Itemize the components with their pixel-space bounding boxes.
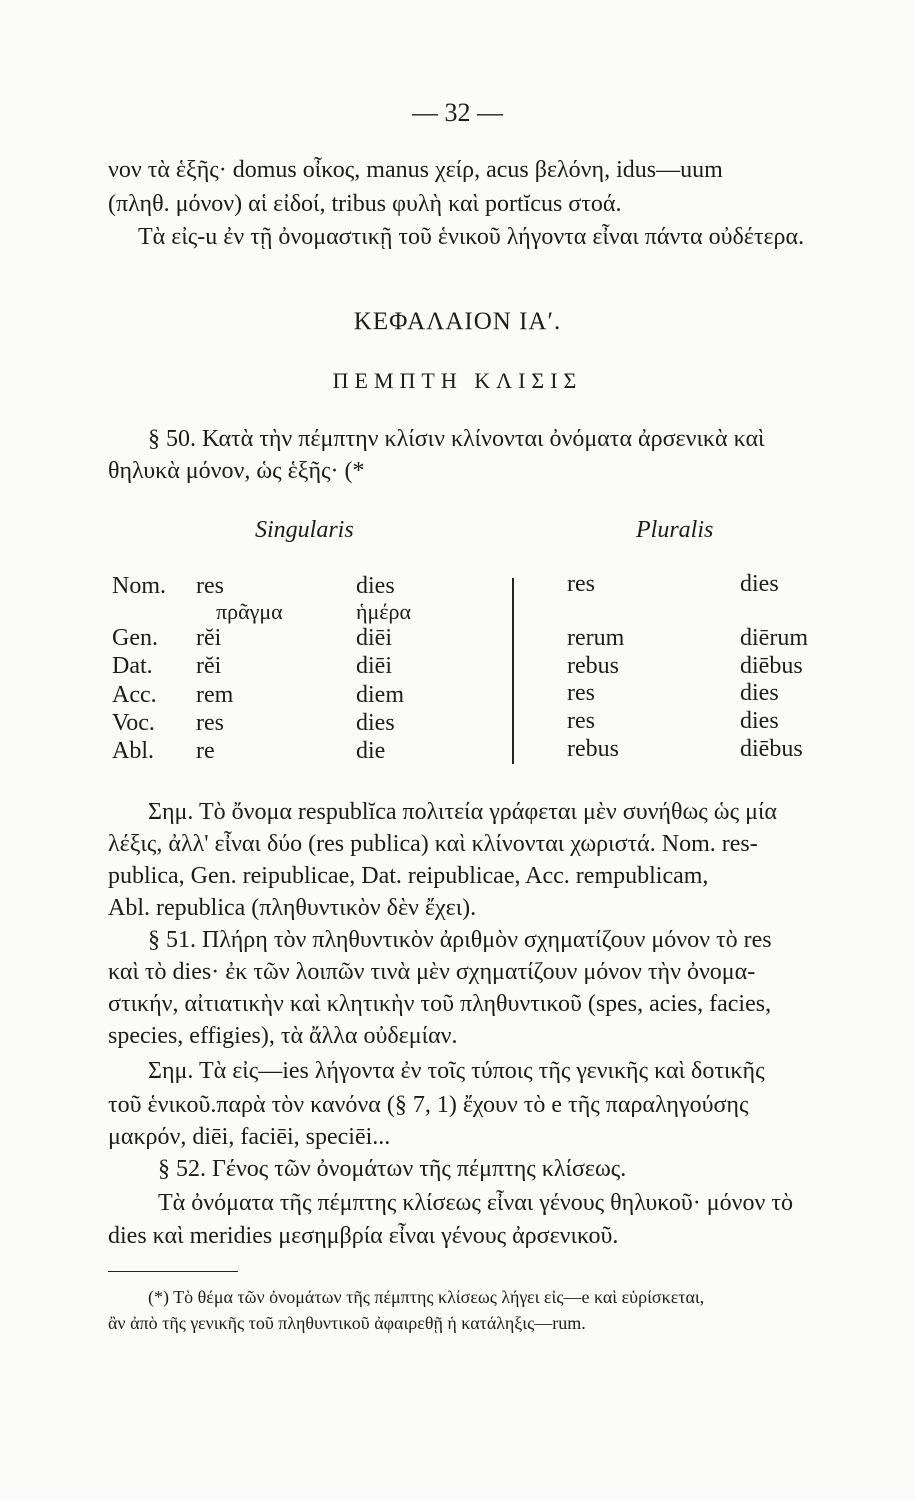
table-cell: rebus [567,653,619,679]
gloss: πρᾶγμα [216,599,283,624]
singular-header: Singularis [255,517,354,543]
case-label: Nom. [112,573,166,599]
table-cell: dies [356,710,395,736]
case-label: Abl. [112,738,154,764]
plural-header: Pluralis [636,517,714,543]
text-line: μακρόν, diēi, faciēi, speciēi... [108,1124,391,1150]
text-line: Τὰ ὀνόματα τῆς πέμπτης κλίσεως εἶναι γένους θηλυκοῦ· μόνον τὸ [158,1190,793,1216]
text-line: dies καὶ meridies μεσημβρία εἶναι γένους ἀρσενικοῦ. [108,1223,619,1249]
text-line: Σημ. Τὸ ὄνομα respublĭca πολιτεία γράφεται μὲν συνήθως ὡς μία [148,799,777,825]
text-line: Abl. republica (πληθυντικὸν δὲν ἔχει). [108,895,477,921]
table-cell: diem [356,682,404,708]
text-line: (πληθ. μόνον) αἱ εἰδοί, tribus φυλὴ καὶ portĭcus στοά. [108,191,622,217]
table-cell: res [196,710,224,736]
table-cell: diēbus [740,736,803,762]
section-heading: ΠΕΜΠΤΗ ΚΛΙΣΙΣ [332,368,583,393]
text-line: νον τὰ ἑξῆς· domus οἶκος, manus χείρ, acus βελόνη, idus—uum [108,157,723,183]
table-cell: dies [740,680,779,706]
text-line: λέξις, ἀλλ' εἶναι δύο (res publica) καὶ κλίνονται χωριστά. Nom. res- [108,831,758,857]
table-cell: diēi [356,653,392,679]
table-cell: res [567,708,595,734]
text-line: § 52. Γένος τῶν ὀνομάτων τῆς πέμπτης κλίσεως. [158,1156,627,1182]
text-line: τοῦ ἑνικοῦ.παρὰ τὸν κανόνα (§ 7, 1) ἔχουν τὸ e τῆς παραληγούσης [108,1092,749,1118]
text-line: στικήν, αἰτιατικὴν καὶ κλητικὴν τοῦ πληθυντικοῦ (spes, acies, facies, [108,991,772,1017]
footnote-line: ἂν ἀπὸ τῆς γενικῆς τοῦ πληθυντικοῦ ἀφαιρεθῇ ἡ κατάληξις—rum. [108,1313,586,1333]
case-label: Gen. [112,625,158,651]
case-label: Acc. [112,682,157,708]
page-number: — 32 — [412,98,503,127]
case-label: Dat. [112,653,153,679]
table-cell: rebus [567,736,619,762]
text-line: § 50. Κατὰ τὴν πέμπτην κλίσιν κλίνονται ὀνόματα ἀρσενικὰ καὶ [148,426,765,452]
footnote-line: (*) Τὸ θέμα τῶν ὀνομάτων τῆς πέμπτης κλίσεως λήγει εἰς—e καὶ εὑρίσκεται, [148,1287,705,1307]
table-cell: dies [740,708,779,734]
case-label: Voc. [112,710,155,736]
footnote-rule [108,1271,238,1272]
table-cell: rĕi [196,653,222,679]
table-cell: dies [740,571,779,597]
table-cell: diēi [356,625,392,651]
table-cell: rerum [567,625,625,651]
column-divider [512,578,514,764]
table-cell: res [567,680,595,706]
chapter-heading: ΚΕΦΑΛΑΙΟΝ ΙΑʹ. [353,308,562,335]
table-cell: diērum [740,625,808,651]
table-cell: dies [356,573,395,599]
text-line: Σημ. Τὰ εἰς—ies λήγοντα ἐν τοῖς τύποις τῆς γενικῆς καὶ δοτικῆς [148,1058,765,1084]
table-cell: die [356,738,386,764]
table-cell: res [567,571,595,597]
text-line: Τὰ εἰς-u ἐν τῇ ὀνομαστικῇ τοῦ ἑνικοῦ λήγοντα εἶναι πάντα οὐδέτερα. [138,224,805,250]
text-line: καὶ τὸ dies· ἐκ τῶν λοιπῶν τινὰ μὲν σχηματίζουν μόνον τὴν ὀνομα- [108,959,756,985]
text-line: species, effigies), τὰ ἄλλα οὐδεμίαν. [108,1023,458,1049]
table-cell: rĕi [196,625,222,651]
text-line: θηλυκὰ μόνον, ὡς ἑξῆς· (* [108,458,365,484]
table-cell: rem [196,682,234,708]
table-cell: res [196,573,224,599]
table-cell: diēbus [740,653,803,679]
table-cell: re [196,738,215,764]
text-line: § 51. Πλήρη τὸν πληθυντικὸν ἀριθμὸν σχηματίζουν μόνον τὸ res [148,927,772,953]
gloss: ἡμέρα [356,599,412,624]
text-line: publica, Gen. reipublicae, Dat. reipublicae, Acc. rempublicam, [108,863,709,889]
